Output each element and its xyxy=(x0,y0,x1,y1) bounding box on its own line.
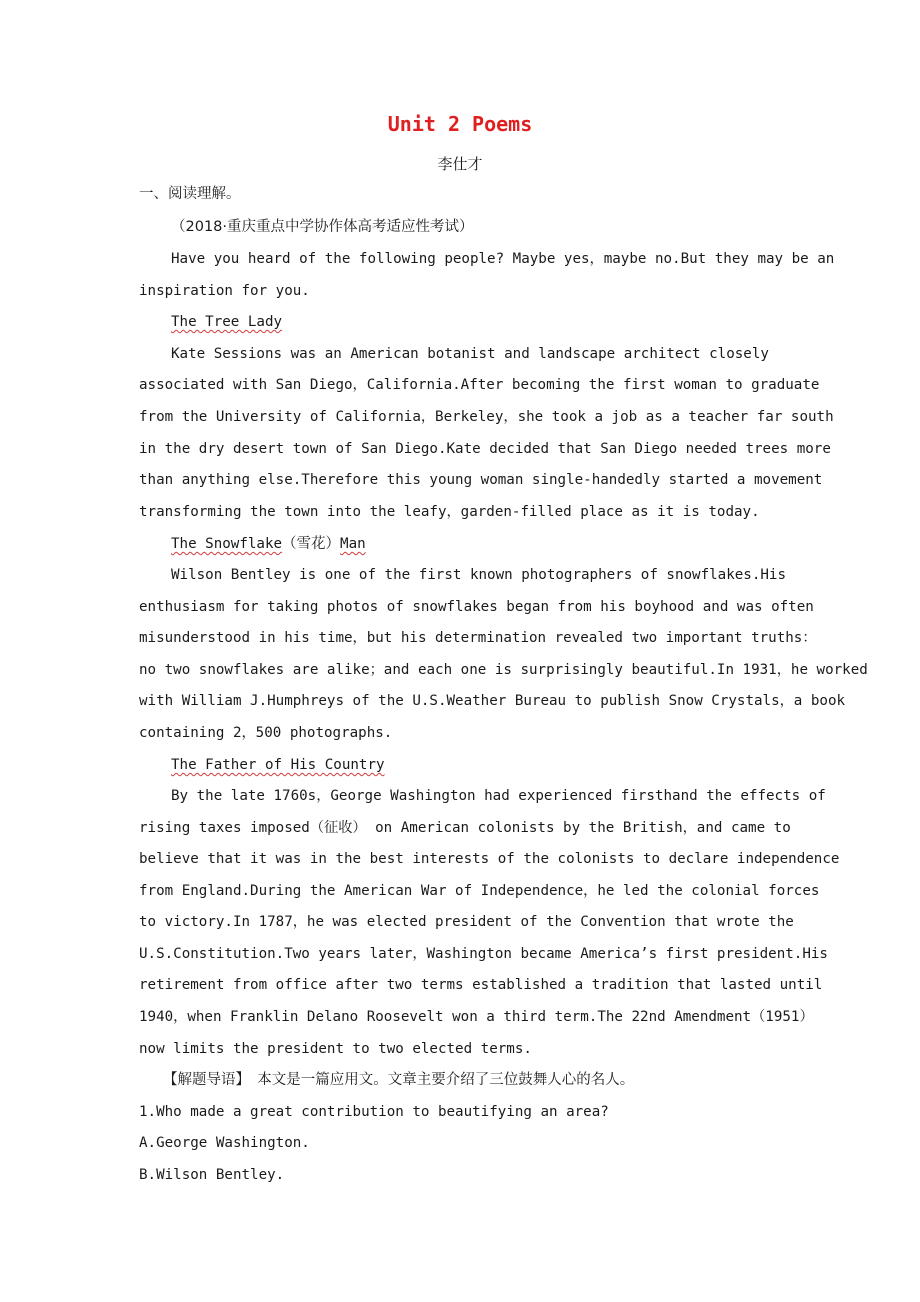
paragraph-line: By the late 1760s，George Washington had experienced firsthand the effects of xyxy=(171,788,826,804)
paragraph-line: from England.During the American War of Independence，he led the colonial forces xyxy=(139,883,820,899)
heading-tree-lady-text: The Tree Lady xyxy=(171,314,283,330)
paragraph-line: associated with San Diego，California.After becoming the first woman to graduate xyxy=(139,377,820,393)
paragraph-line: retirement from office after two terms established a tradition that lasted until xyxy=(139,977,823,993)
heading-snowflake-man xyxy=(171,534,366,554)
solution-guide: 【解题导语】 本文是一篇应用文。文章主要介绍了三位鼓舞人心的名人。 xyxy=(163,1072,635,1088)
author-name: 李仕才 xyxy=(437,155,483,173)
heading-snowflake-text: The Snowflake xyxy=(171,536,283,552)
paragraph-line: 1940，when Franklin Delano Roosevelt won a third term.The 22nd Amendment（1951） xyxy=(139,1009,814,1025)
paragraph-line: no two snowflakes are alike；and each one is surprisingly beautiful.In 1931，he worked xyxy=(139,662,868,678)
paragraph-line: enthusiasm for taking photos of snowflakes began from his boyhood and was often xyxy=(139,599,814,615)
paragraph-line: containing 2，500 photographs. xyxy=(139,725,393,741)
document-title: Unit 2 Poems xyxy=(387,112,533,136)
heading-father-country-text: The Father of His Country xyxy=(171,757,385,773)
paragraph-line: misunderstood in his time，but his determination revealed two important truths： xyxy=(139,630,817,646)
question-stem: 1.Who made a great contribution to beautifying an area? xyxy=(139,1104,609,1120)
paragraph-line: now limits the president to two elected terms. xyxy=(139,1041,532,1057)
paragraph-line: from the University of California，Berkeley，she took a job as a teacher far south xyxy=(139,409,834,425)
paragraph-line: than anything else.Therefore this young woman single-handedly started a movement xyxy=(139,472,823,488)
paragraph-line: rising taxes imposed（征收） on American colonists by the British，and came to xyxy=(139,820,791,836)
exam-source: （2018·重庆重点中学协作体高考适应性考试） xyxy=(171,219,474,235)
paragraph-line: Kate Sessions was an American botanist and landscape architect closely xyxy=(171,346,769,362)
paragraph-line: Wilson Bentley is one of the first known photographers of snowflakes.His xyxy=(171,567,786,583)
heading-snowflake-cn: （雪花） xyxy=(282,536,341,552)
paragraph-line: believe that it was in the best interests of the colonists to declare independence xyxy=(139,851,840,867)
intro-line: Have you heard of the following people? Maybe yes，maybe no.But they may be an xyxy=(171,251,835,267)
section-heading: 一、阅读理解。 xyxy=(139,186,241,202)
option-a: A.George Washington. xyxy=(139,1135,310,1151)
paragraph-line: to victory.In 1787，he was elected president of the Convention that wrote the xyxy=(139,914,794,930)
paragraph-line: U.S.Constitution.Two years later，Washington became America’s first president.His xyxy=(139,946,828,962)
option-b: B.Wilson Bentley. xyxy=(139,1167,285,1183)
heading-snowflake-man-text: Man xyxy=(340,536,366,552)
heading-father-country xyxy=(171,755,385,775)
intro-line: inspiration for you. xyxy=(139,283,310,299)
paragraph-line: transforming the town into the leafy，garden-filled place as it is today. xyxy=(139,504,760,520)
paragraph-line: with William J.Humphreys of the U.S.Weather Bureau to publish Snow Crystals，a book xyxy=(139,693,846,709)
heading-tree-lady xyxy=(171,312,282,332)
paragraph-line: in the dry desert town of San Diego.Kate decided that San Diego needed trees more xyxy=(139,441,831,457)
